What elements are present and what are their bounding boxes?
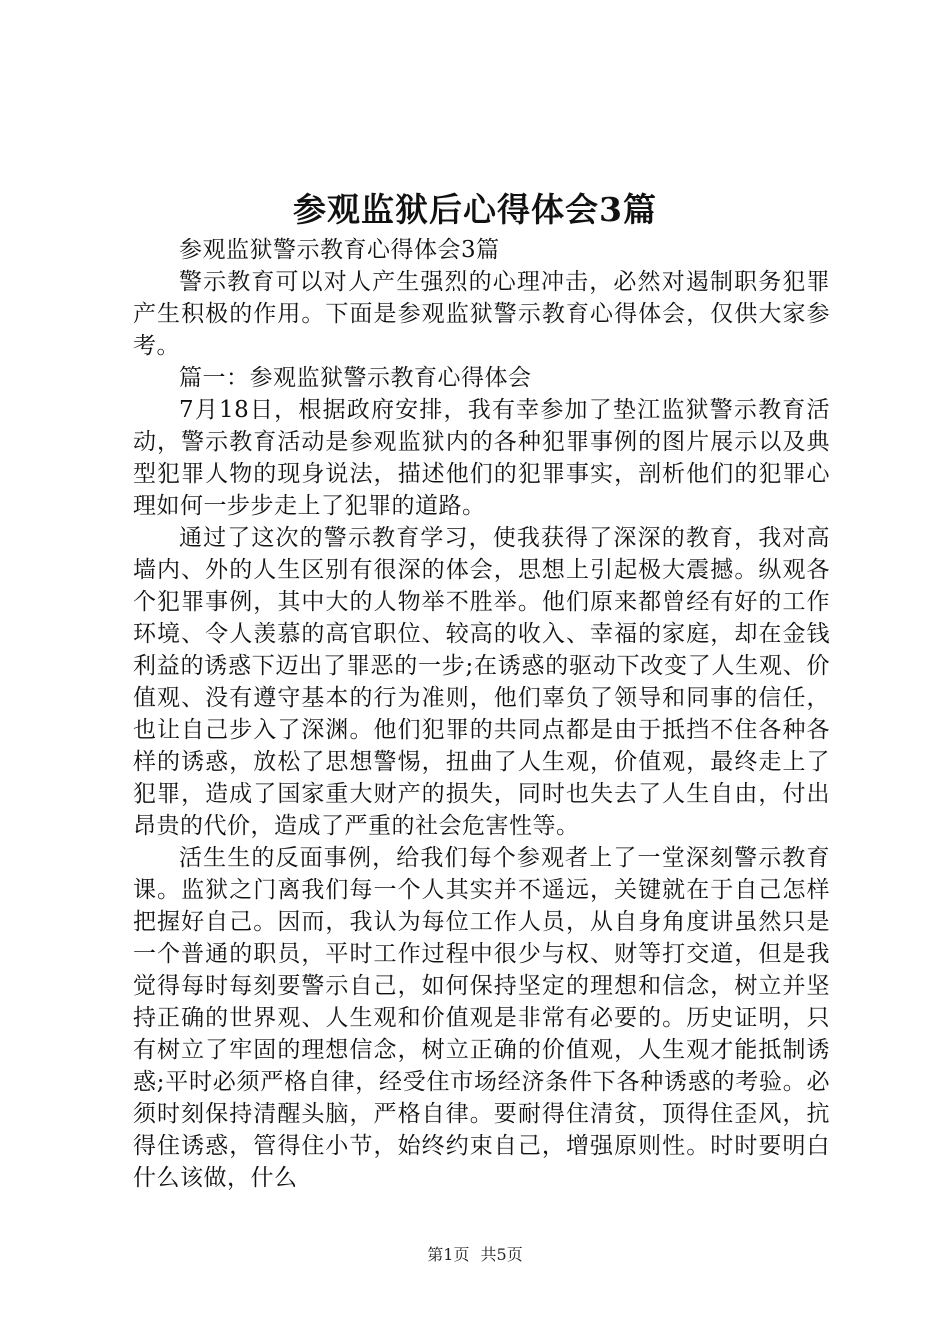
document-body xyxy=(133,234,830,1194)
body-paragraph: 通过了这次的警示教育学习，使我获得了深深的教育，我对高墙内、外的人生区别有很深的体会，思想上引起极大震撼。纵观各个犯罪事例，其中大的人物举不胜举。他们原来都曾经有好的工作环境、令人羡慕的高官职位、较高的收入、幸福的家庭，却在金钱利益的诱惑下迈出了罪恶的一步;在诱惑的驱动下改变了人生观、价值观、没有遵守基本的行为准则，他们辜负了领导和同事的信任，也让自己步入了深渊。他们犯罪的共同点都是由于抵挡不住各种各样的诱惑，放松了思想警惕，扭曲了人生观，价值观，最终走上了犯罪，造成了国家重大财产的损失，同时也失去了人生自由，付出昂贵的代价，造成了严重的社会危害性等。 xyxy=(133,525,830,839)
document-title: 参观监狱后心得体会3篇 xyxy=(293,190,657,229)
page-total: 共5页 xyxy=(480,1245,523,1264)
body-paragraph: 活生生的反面事例，给我们每个参观者上了一堂深刻警示教育课。监狱之门离我们每一个人其实并不遥远，关键就在于自己怎样把握好自己。因而，我认为每位工作人员，从自身角度讲虽然只是一个普通的职员，平时工作过程中很少与权、财等打交道，但是我觉得每时每刻要警示自己，如何保持坚定的理想和信念，树立并坚持正确的世界观、人生观和价值观是非常有必要的。历史证明，只有树立了牢固的理想信念，树立正确的价值观，人生观才能抵制诱惑;平时必须严格自律，经受住市场经济条件下各种诱惑的考验。必须时刻保持清醒头脑，严格自律。要耐得住清贫，顶得住歪风，抗得住诱惑，管得住小节，始终约束自己，增强原则性。时时要明白什么该做，什么 xyxy=(133,845,830,1191)
page-footer xyxy=(0,1244,950,1266)
intro-paragraph: 警示教育可以对人产生强烈的心理冲击，必然对遏制职务犯罪产生积极的作用。下面是参观监狱警示教育心得体会，仅供大家参考。 xyxy=(133,269,830,359)
page-number: 第1页 xyxy=(427,1245,470,1264)
body-paragraph: 7月18日，根据政府安排，我有幸参加了垫江监狱警示教育活动，警示教育活动是参观监狱内的各种犯罪事例的图片展示以及典型犯罪人物的现身说法，描述他们的犯罪事实，剖析他们的犯罪心理如何一步步走上了犯罪的道路。 xyxy=(133,397,830,519)
subtitle-paragraph: 参观监狱警示教育心得体会3篇 xyxy=(179,237,500,263)
section-heading: 篇一：参观监狱警示教育心得体会 xyxy=(179,365,532,391)
